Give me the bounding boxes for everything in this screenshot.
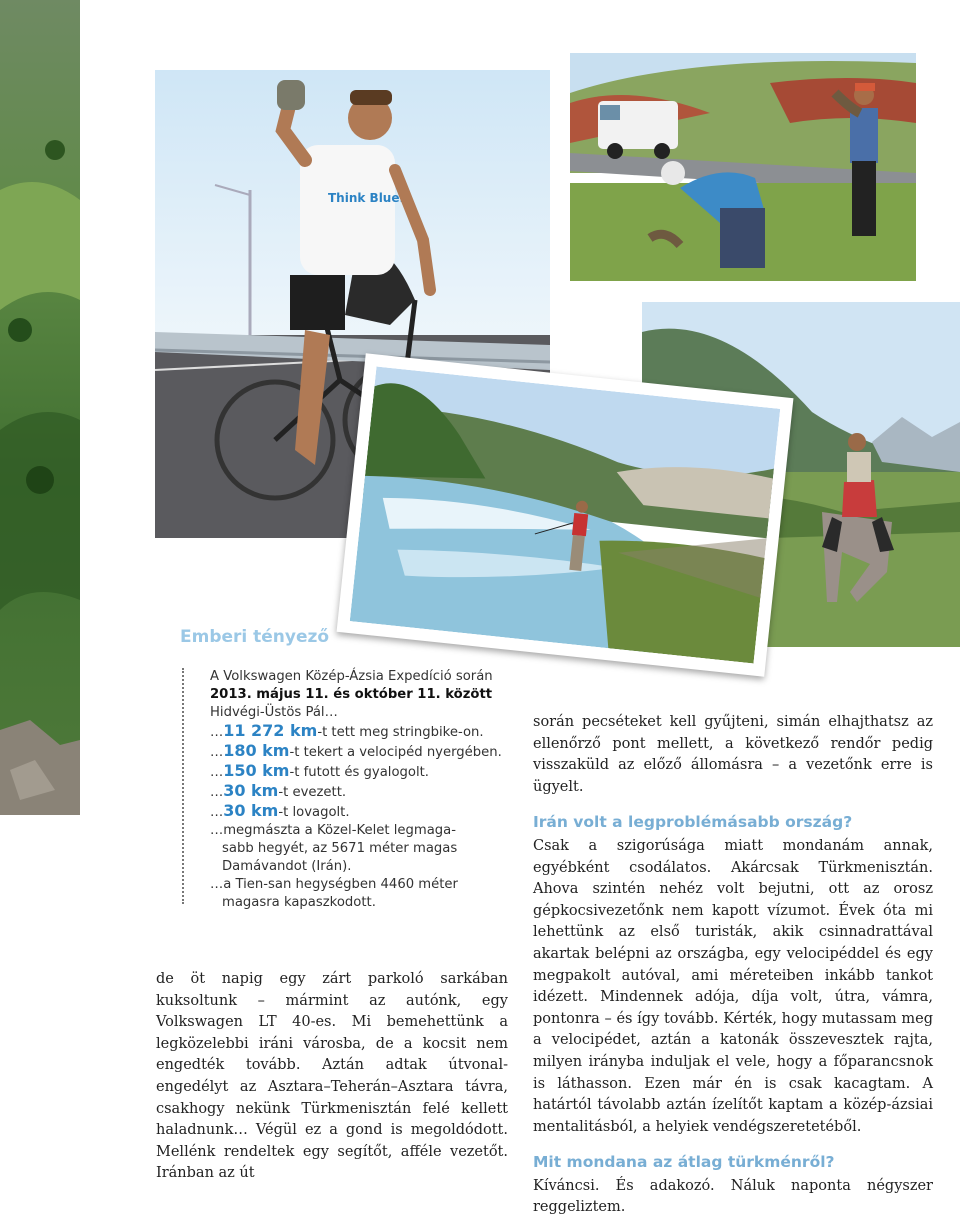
stat-line: …180 km-t tekert a velocipéd nyergében.	[210, 741, 502, 760]
intro-name: Hidvégi-Üstös Pál…	[210, 705, 338, 720]
river-photo	[350, 366, 781, 663]
climb-line: …megmászta a Közel-Kelet legmaga-	[210, 823, 457, 838]
climb-line: Damávandot (Irán).	[222, 859, 352, 874]
intro-dates: 2013. május 11. és október 11. között	[210, 687, 493, 702]
article-paragraph: de öt napig egy zárt parkoló sarkában kuksoltunk – mármint az autónk, egy Volkswagen LT 40-es. Mi bemehettünk a legközelebbi iráni városba, de a kocsit nem engedték tovább. Aztán adtak útvonal-engedélyt az Asztara–Teherán–Asztara távra, csakhogy nekünk Türkmenisztán felé kellett haladnunk… Végül ez a gond is megoldódott. Mellénk rendeltek egy segítőt, afféle vezetőt. Iránban az út	[156, 971, 508, 1182]
box-title: Emberi tényező	[180, 627, 330, 647]
interview-answer: Kíváncsi. És adakozó. Náluk naponta négyszer reggeliztem.	[533, 1177, 933, 1216]
mountain-strip-photo	[0, 0, 80, 815]
intro-line: A Volkswagen Közép-Ázsia Expedíció során	[210, 669, 493, 684]
article-right-column	[533, 712, 933, 1219]
stat-line: …150 km-t futott és gyalogolt.	[210, 761, 429, 780]
climb-line: sabb hegyét, az 5671 méter magas	[222, 841, 458, 856]
stat-line: …11 272 km-t tett meg stringbike-on.	[210, 721, 484, 740]
stats-box	[182, 668, 550, 910]
river-photo-frame	[337, 353, 794, 676]
stat-line: …30 km-t lovagolt.	[210, 801, 350, 820]
interview-question: Irán volt a legproblémásabb ország?	[533, 813, 853, 832]
shirt-text: Think Blue.	[328, 191, 405, 205]
interview-question: Mit mondana az átlag türkménről?	[533, 1153, 835, 1172]
interview-answer: Csak a szigorúsága miatt mondanám annak, egyébként csodálatos. Akárcsak Türkmenisztán. Ahova szintén nehéz volt bejutni, ott az orosz gépkocsivezetőnk nem kapott vízumot. Évek óta mi lehettünk az első turisták, akik csinnadrattával akartak belépni az országba, egy velocipéddel és egy megpakolt autóval, ami méreteiben inkább tankot idézett. Mindennek adója, díja volt, útra, vámra, pontonra – és így tovább. Kérték, hogy mutassam meg a velocipédet, aztán a katonák összevesztek rajta, milyen irányba induljak el vele, hogy a főparancsnok is láthasson. Ezen már én is csak kacagtam. A határtól távolabb aztán ízelítőt kaptam a közép-ázsiai mentalitásból, a helyiek vendégszeretetéből.	[533, 837, 933, 1135]
article-left-column	[156, 969, 508, 1185]
falconers-photo	[570, 53, 916, 281]
stat-line: …30 km-t evezett.	[210, 781, 347, 800]
climb-line: magasra kapaszkodott.	[222, 895, 376, 910]
climb-line: …a Tien-san hegységben 4460 méter	[210, 877, 458, 892]
article-paragraph: során pecséteket kell gyűjteni, simán elhajthatsz az ellenőrző pont mellett, a következő rendőr pedig visszaküld az előző állomásra – a vezetőnk erre is ügyelt.	[533, 714, 933, 795]
